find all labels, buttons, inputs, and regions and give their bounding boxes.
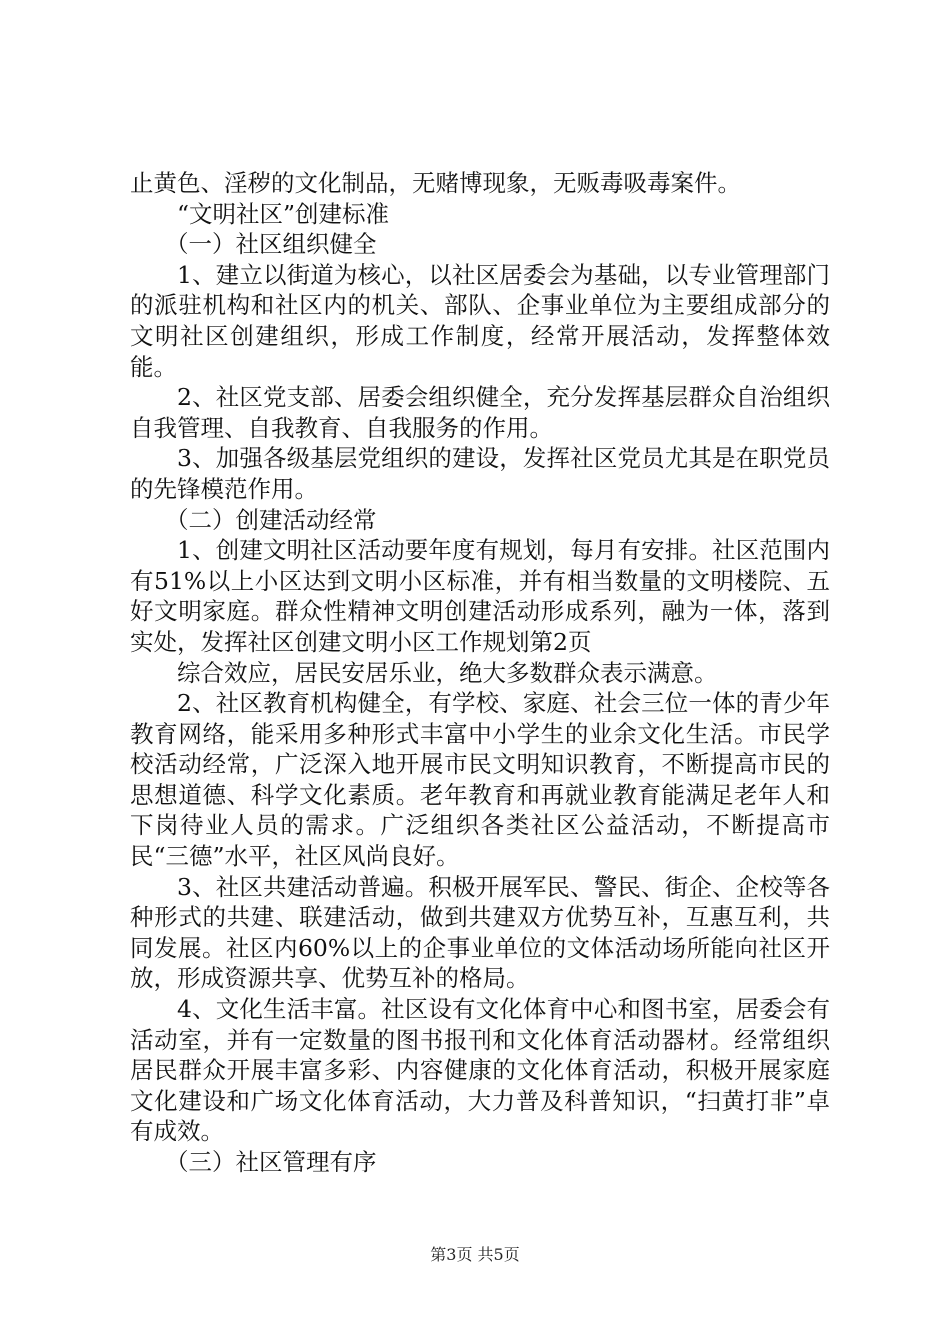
paragraph: 综合效应，居民安居乐业，绝大多数群众表示满意。 [177,658,718,687]
paragraph: 1、建立以街道为核心，以社区居委会为基础，以专业管理部门的派驻机构和社区内的机关、部队、企事业单位为主要组成部分的文明社区创建组织，形成工作制度，经常开展活动，发挥整体效能。 [130,260,830,381]
paragraph: 3、社区共建活动普遍。积极开展军民、警民、街企、企校等各种形式的共建、联建活动，做到共建双方优势互补，互惠互利，共同发展。社区内60%以上的企事业单位的文体活动场所能向社区开放，形成资源共享、优势互补的格局。 [130,872,830,993]
paragraph: （三）社区管理有序 [165,1148,377,1176]
paragraph: 2、社区教育机构健全，有学校、家庭、社会三位一体的青少年教育网络，能采用多种形式丰富中小学生的业余文化生活。市民学校活动经常，广泛深入地开展市民文明知识教育，不断提高市民的思想道德、科学文化素质。老年教育和再就业教育能满足老年人和下岗待业人员的需求。广泛组织各类社区公益活动，不断提高市民“三德”水平，社区风尚良好。 [130,689,830,871]
paragraph: 3、加强各级基层党组织的建设，发挥社区党员尤其是在职党员的先锋模范作用。 [130,444,830,503]
page-footer: 第3页 共5页 [430,1245,520,1264]
paragraph: （二）创建活动经常 [165,505,377,534]
document-body [130,168,830,1178]
paragraph: “文明社区”创建标准 [177,199,390,228]
paragraph: 1、创建文明社区活动要年度有规划，每月有安排。社区范围内有51%以上小区达到文明小区标准，并有相当数量的文明楼院、五好文明家庭。群众性精神文明创建活动形成系列，融为一体，落到实处，发挥社区创建文明小区工作规划第2页 [130,536,830,656]
paragraph: 止黄色、淫秽的文化制品，无赌博现象，无贩毒吸毒案件。 [130,169,741,197]
paragraph: 4、文化生活丰富。社区设有文化体育中心和图书室，居委会有活动室，并有一定数量的图书报刊和文化体育活动器材。经常组织居民群众开展丰富多彩、内容健康的文化体育活动，积极开展家庭文化建设和广场文化体育活动，大力普及科普知识，“扫黄打非”卓有成效。 [130,995,830,1146]
paragraph: 2、社区党支部、居委会组织健全，充分发挥基层群众自治组织自我管理、自我教育、自我服务的作用。 [130,383,830,442]
paragraph: （一）社区组织健全 [165,230,377,259]
